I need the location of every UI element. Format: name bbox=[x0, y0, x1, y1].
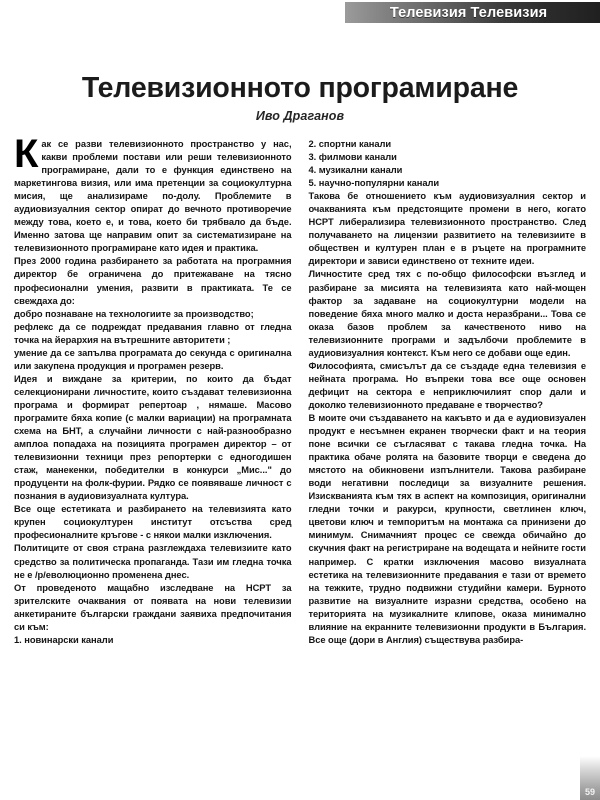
page-title: Телевизионното програмиране bbox=[81, 72, 519, 104]
paragraph: Философията, смисълът да се създаде една телевизия е нейната програма. Но въпреки това все още основен дефицит на сектора е неприключилият спор дали и доколко телевизионното предаване е творчество? bbox=[308, 360, 586, 410]
right-column bbox=[309, 138, 587, 647]
paragraph: умение да се запълва програмата до секунда с оригинална или закупена продукция и програмен резерв. bbox=[14, 347, 292, 371]
paragraph: През 2000 година разбирането за работата на програмния директор бе ограничена до притежаване на тясно професионални умения, развити в практиката. Те се свеждаха до: bbox=[14, 256, 292, 306]
paragraph: добро познаване на технологиите за производство; bbox=[14, 308, 254, 319]
list-item: 3. филмови канали bbox=[308, 152, 397, 163]
paragraph-intro bbox=[14, 132, 292, 255]
article-author: Иво Драганов bbox=[255, 108, 345, 123]
left-column bbox=[14, 132, 292, 647]
page-number-text: 59 bbox=[584, 787, 595, 797]
list-item: 5. научно-популярни канали bbox=[308, 178, 440, 189]
paragraph: Идея и виждане за критерии, по които да бъдат селекционирани личностите, които създават телевизионна програма и формират репертоар , нямаше. Масово програмите бяха копие (с малки вариации) на програмната схема на БНТ, а случайни личности с най-разнообразно амплоа попадаха на позицията програмен директор – от телевизионни техници през репортерки с едногодишен стаж, манекенки, победителки в конкурси „Мис..." до продуценти на фолк-фурии. Рядко се появяваше личност с познания в аудиовизуалната култура. bbox=[14, 373, 292, 502]
paragraph: Все още естетиката и разбирането на телевизията като крупен социокултурен институт отсъства сред професионалните кръгове - с някои малки изключения. bbox=[14, 504, 292, 541]
paragraph: рефлекс да се подреждат предавания главно от гледна точка на йерархия на вътрешните авторитети ; bbox=[14, 321, 292, 345]
paragraph: Политиците от своя страна разглеждаха телевизиите като средство за политическа пропаганда. Тази им гледна точка не е /р/еволюционно променена днес. bbox=[14, 543, 292, 580]
title-block bbox=[0, 74, 600, 123]
paragraph: Такова бе отношението към аудиовизуалния сектор и очакванията към предстоящите промени в него, когато НСРТ либерализира телевизионното пространство. След получаването на лицензии развитието на телевизиите в обществен и културен план е в ръцете на програмните директори и зависи единствено от техните идеи. bbox=[308, 191, 586, 267]
list-item: 4. музикални канали bbox=[308, 165, 403, 176]
paragraph: В моите очи създаването на какъвто и да е аудиовизуален продукт е несъмнен екранен творчески факт и на теория поне всички се съгласяват с такава гледна точка. На практика обаче ролята на базовите творци е сведена до мястото на обикновени изпълнители. Такова разбиране води негативни последици за визуалните решения. Изискванията към тях в аспект на композиция, оригинални гледни точки и ракурси, крупности, светлинен ключ, цветови ключ и темпоритъм на монтажа са принизени до минимум. Снимачният процес се свежда обичайно до скучния факт на регистриране на водещата и нейните гости например. С кратки изключения масово визуалната естетика на телевизионните предавания е тази от времето на тежките, трудно подвижни студийни камери. Бурното развитие на визуалните изразни средства, особено на територията на музикалните клипове, оказа минимално влияние на екранните телевизионни продукти в България. Все още (дори в Англия) съществува разбира- bbox=[308, 412, 586, 645]
list-item: 2. спортни канали bbox=[308, 139, 392, 149]
list-item: 1. новинарски канали bbox=[14, 634, 114, 645]
paragraph: Личностите сред тях с по-общо философски възглед и разбиране за мисията на телевизията като най-мощен фактор за задаване на социокултурни модели на поведение бяха много малко и доста неразбрани... Това се оказа базов проблем за качественото ниво на телевизионните програми и задълбочи проблемите в аудиовизуалния контекст. Към него се добави още един. bbox=[308, 269, 586, 358]
article-body bbox=[14, 132, 586, 647]
drop-cap-letter: К bbox=[14, 132, 39, 176]
page-number-tab bbox=[580, 756, 600, 800]
header-banner-text: Телевизия Телевизия bbox=[389, 4, 548, 21]
page-header-banner bbox=[345, 2, 600, 23]
paragraph: От проведеното мащабно изследване на НСРТ за зрителските очаквания от появата на нови телевизии анкетираните български граждани заявиха предпочитания си към: bbox=[14, 582, 292, 632]
paragraph-intro-text: ак се разви телевизионното пространство у нас, какви проблеми постави или реши телевизионното програмиране, дали то е функция единствено на маркетингова визия, или има претенции за социокултурна мисия, ще анализираме по-долу. Проблемите в аудиовизуалния сектор опират до вечното противоречие между това, което е, и това, което би трябвало да бъде. Именно затова ще направим опит за систематизиране на телевизионното програмиране като идея и практика. bbox=[14, 139, 292, 254]
